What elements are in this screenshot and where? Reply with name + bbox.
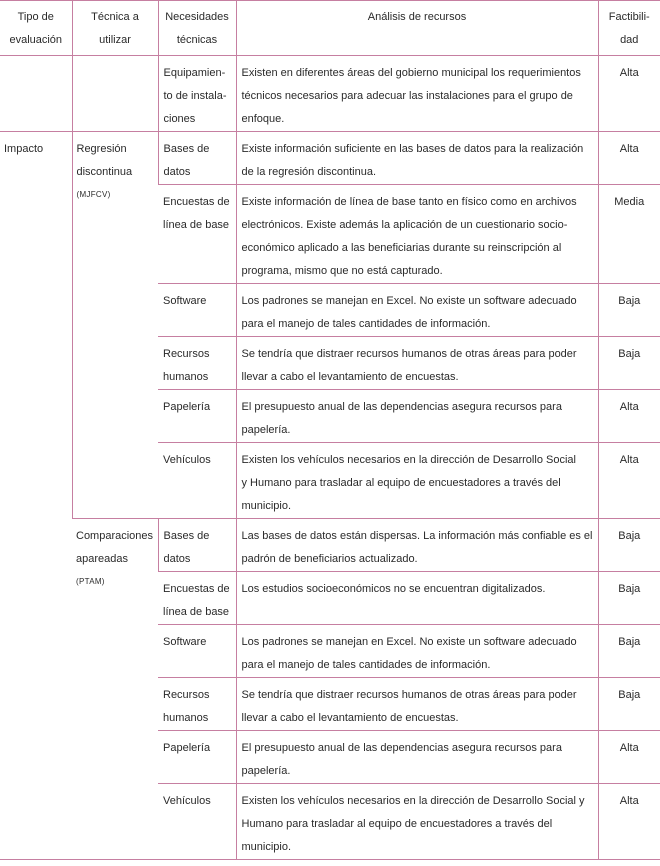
tecnica-cell <box>72 519 158 860</box>
tipo-evaluacion-cell: Impacto <box>0 132 72 860</box>
factibilidad-cell: Alta <box>598 731 660 784</box>
empty-cell <box>0 56 72 132</box>
necesidad-cell: Encuestas de línea de base <box>158 572 236 625</box>
tecnica-code: (PTAM) <box>76 575 154 589</box>
tecnica-label: Comparaciones apareadas <box>76 530 153 565</box>
analisis-cell: Existen los vehículos necesarios en la dirección de Desarrollo Social y Humano para trasladar al equipo de encuestadores a través del municipio. <box>236 784 598 860</box>
necesidad-cell: Papelería <box>158 390 236 443</box>
factibilidad-cell: Alta <box>598 390 660 443</box>
analisis-cell: Se tendría que distraer recursos humanos de otras áreas para poder llevar a cabo el levantamiento de encuestas. <box>236 678 598 731</box>
necesidad-cell: Software <box>158 284 236 337</box>
table-row <box>0 519 660 572</box>
tecnica-label: Regresión discontinua <box>77 143 133 178</box>
table-body <box>0 56 660 866</box>
table-bottom-rule <box>0 860 660 866</box>
factibilidad-cell: Alta <box>598 443 660 519</box>
factibilidad-cell: Alta <box>598 784 660 860</box>
analisis-cell: Los estudios socioeconómicos no se encuentran digitalizados. <box>236 572 598 625</box>
header-row <box>0 1 660 56</box>
analisis-cell: Existen en diferentes áreas del gobierno municipal los requerimientos técnicos necesarios para adecuar las instalaciones para el grupo de enfoque. <box>236 56 598 132</box>
analisis-cell: Los padrones se manejan en Excel. No existe un software adecuado para el manejo de tales cantidades de información. <box>236 284 598 337</box>
necesidad-cell: Bases de datos <box>158 132 236 185</box>
analisis-cell: Las bases de datos están dispersas. La información más confiable es el padrón de beneficiarios actualizado. <box>236 519 598 572</box>
factibilidad-cell: Media <box>598 185 660 284</box>
tecnica-cell <box>72 132 158 519</box>
necesidad-cell: Papelería <box>158 731 236 784</box>
factibilidad-cell: Alta <box>598 132 660 185</box>
necesidad-cell: Recursos humanos <box>158 678 236 731</box>
analisis-cell: El presupuesto anual de las dependencias asegura recursos para papelería. <box>236 731 598 784</box>
factibilidad-cell: Baja <box>598 519 660 572</box>
table-row <box>0 132 660 185</box>
table-row <box>0 56 660 132</box>
header-necesidades: Necesidades técnicas <box>158 1 236 56</box>
factibilidad-cell: Baja <box>598 625 660 678</box>
factibilidad-cell: Alta <box>598 56 660 132</box>
tecnica-code: (MJFCV) <box>77 188 154 202</box>
header-tecnica: Técnica a utilizar <box>72 1 158 56</box>
necesidad-cell: Vehículos <box>158 784 236 860</box>
factibilidad-cell: Baja <box>598 572 660 625</box>
factibilidad-cell: Baja <box>598 678 660 731</box>
analisis-cell: El presupuesto anual de las dependencias asegura recursos para papelería. <box>236 390 598 443</box>
analisis-cell: Existe información de línea de base tanto en físico como en archivos electrónicos. Existe además la aplicación de un cuestionario socio- económico aplicado a las beneficiarias durante su reinscripción al programa, mismo que no está capturado. <box>236 185 598 284</box>
empty-cell <box>72 56 158 132</box>
header-tipo-evaluacion: Tipo de evaluación <box>0 1 72 56</box>
factibilidad-cell: Baja <box>598 337 660 390</box>
necesidad-cell: Bases de datos <box>158 519 236 572</box>
bottom-rule-cell <box>0 860 660 866</box>
necesidad-cell: Encuestas de línea de base <box>158 185 236 284</box>
analisis-cell: Los padrones se manejan en Excel. No existe un software adecuado para el manejo de tales cantidades de información. <box>236 625 598 678</box>
header-analisis: Análisis de recursos <box>236 1 598 56</box>
necesidad-cell: Software <box>158 625 236 678</box>
necesidad-cell: Vehículos <box>158 443 236 519</box>
analisis-cell: Existen los vehículos necesarios en la dirección de Desarrollo Social y Humano para trasladar al equipo de encuestadores a través del municipio. <box>236 443 598 519</box>
necesidad-cell: Recursos humanos <box>158 337 236 390</box>
analisis-cell: Se tendría que distraer recursos humanos de otras áreas para poder llevar a cabo el levantamiento de encuestas. <box>236 337 598 390</box>
factibilidad-cell: Baja <box>598 284 660 337</box>
necesidad-cell: Equipamien- to de instala- ciones <box>158 56 236 132</box>
analisis-cell: Existe información suficiente en las bases de datos para la realización de la regresión discontinua. <box>236 132 598 185</box>
header-factibilidad: Factibili- dad <box>598 1 660 56</box>
